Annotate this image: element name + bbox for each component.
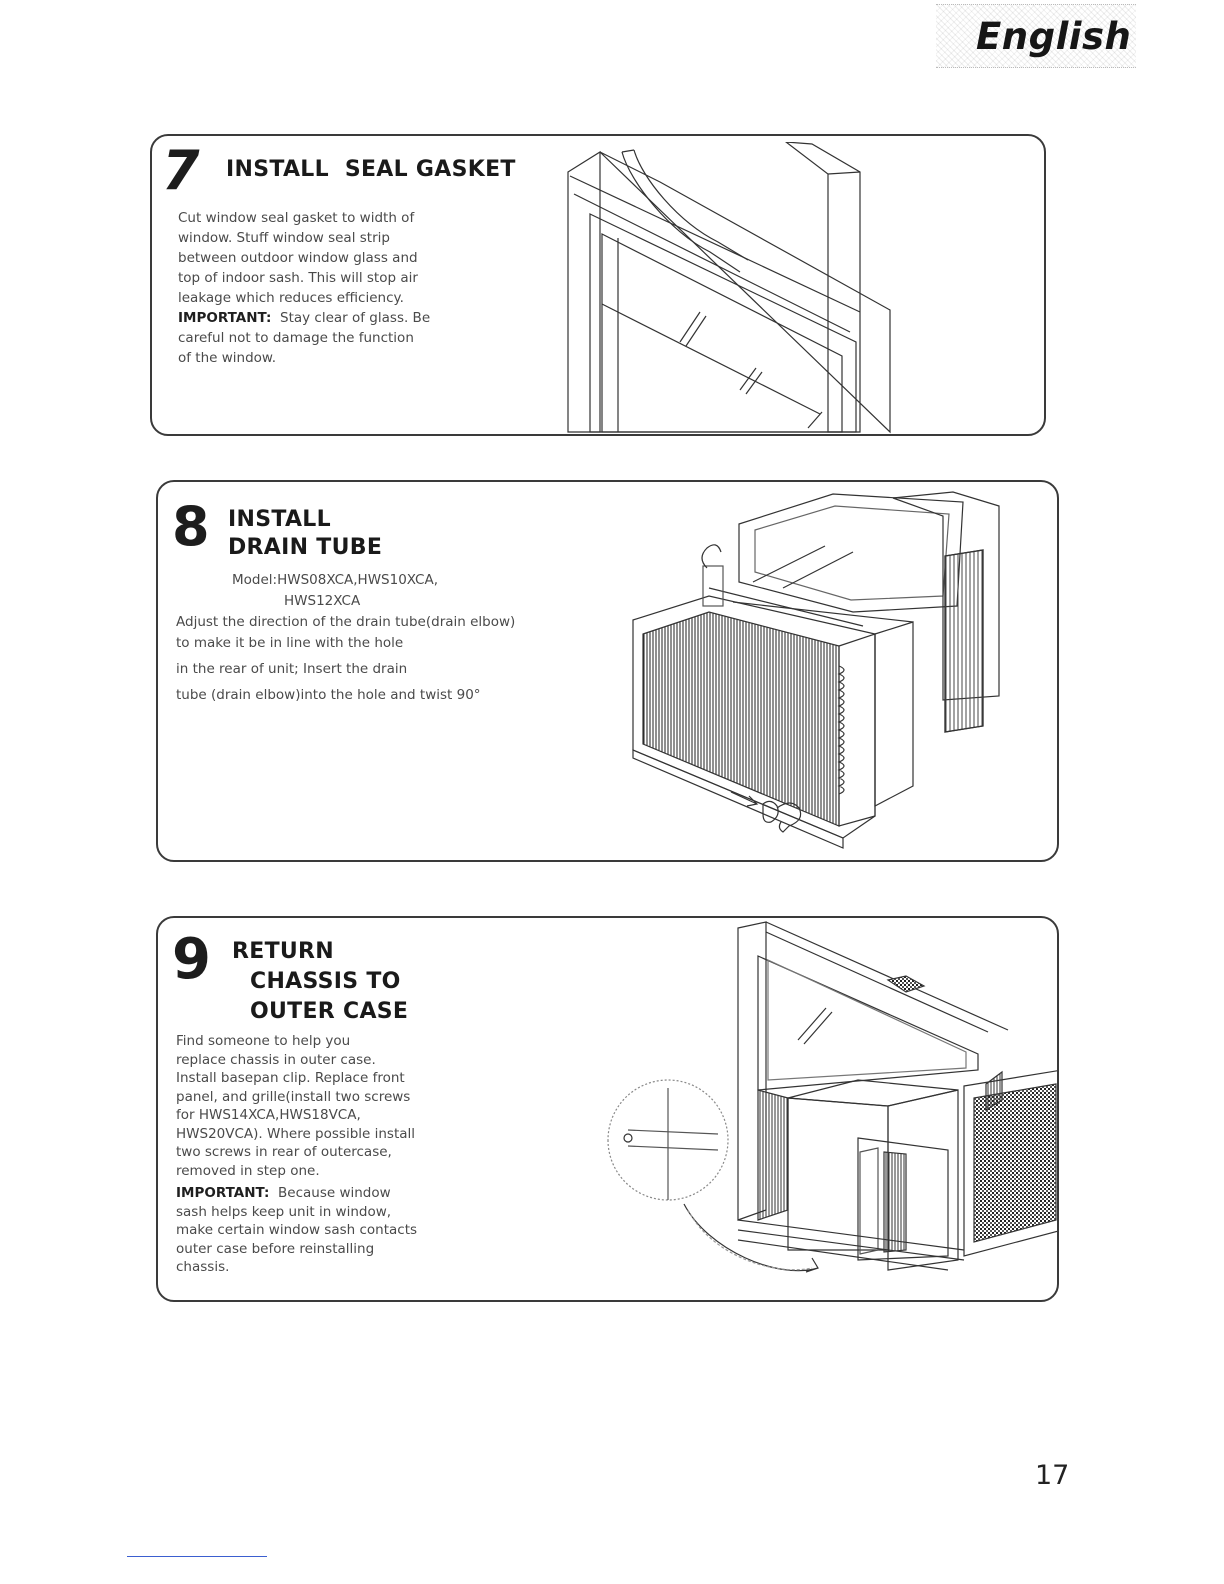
text-line: sash helps keep unit in window, xyxy=(176,1203,392,1220)
footer-divider xyxy=(127,1556,267,1557)
text-line: careful not to damage the function xyxy=(178,330,414,346)
step-7-instructions xyxy=(178,208,508,368)
step-8-panel xyxy=(156,480,1059,862)
model-line: HWS12XCA xyxy=(284,593,361,609)
text-line: two screws in rear of outercase, xyxy=(176,1144,392,1160)
text-line: outer case before reinstalling xyxy=(176,1240,375,1257)
step-8-title-line-1: INSTALL xyxy=(228,507,331,532)
step-9-instructions xyxy=(176,1032,506,1277)
text-line: tube (drain elbow)into the hole and twist 90° xyxy=(176,687,481,703)
text-line: in the rear of unit; Insert the drain xyxy=(176,661,408,677)
text-line: window. Stuff window seal strip xyxy=(178,230,390,246)
text-line: top of indoor sash. This will stop air xyxy=(178,270,418,286)
step-8-number: 8 xyxy=(172,495,210,558)
text-line: Install basepan clip. Replace front xyxy=(176,1070,405,1086)
step-9-title-line-1: RETURN xyxy=(232,939,334,964)
text-line: HWS20VCA). Where possible install xyxy=(176,1125,416,1142)
air-conditioner-drain-tube-illustration xyxy=(613,486,1053,860)
step-7-number: 7 xyxy=(162,139,200,202)
text-line: between outdoor window glass and xyxy=(178,250,418,266)
text-line: Cut window seal gasket to width of xyxy=(178,210,415,226)
important-text: Stay clear of glass. Be xyxy=(280,310,431,326)
step-7-panel xyxy=(150,134,1046,436)
text-line: panel, and grille(install two screws xyxy=(176,1088,411,1105)
text-line: replace chassis in outer case. xyxy=(176,1051,376,1068)
step-8-title-line-2: DRAIN TUBE xyxy=(228,535,383,560)
text-line: for HWS14XCA,HWS18VCA, xyxy=(176,1107,361,1123)
language-tab xyxy=(936,4,1136,68)
important-label: IMPORTANT: xyxy=(176,1185,270,1201)
text-line: make certain window sash contacts xyxy=(176,1222,418,1238)
page-number: 17 xyxy=(1035,1460,1070,1491)
language-label: English xyxy=(976,15,1132,58)
important-text: Because window xyxy=(278,1185,391,1201)
step-9-panel xyxy=(156,916,1059,1302)
window-seal-gasket-illustration xyxy=(560,142,900,434)
model-line: Model:HWS08XCA,HWS10XCA, xyxy=(232,572,439,588)
text-line: of the window. xyxy=(178,350,277,366)
text-line: Adjust the direction of the drain tube(drain elbow) xyxy=(176,614,516,630)
text-line: leakage which reduces efficiency. xyxy=(178,290,404,306)
step-9-title-line-3: OUTER CASE xyxy=(250,999,409,1024)
important-label: IMPORTANT: xyxy=(178,310,272,326)
step-8-instructions xyxy=(176,570,556,706)
text-line: removed in step one. xyxy=(176,1162,320,1179)
step-7-title: INSTALL SEAL GASKET xyxy=(226,157,516,182)
step-9-title-line-2: CHASSIS TO xyxy=(250,969,401,994)
text-line: Find someone to help you xyxy=(176,1033,351,1049)
step-9-number: 9 xyxy=(172,927,211,992)
text-line: chassis. xyxy=(176,1259,230,1275)
chassis-outer-case-illustration xyxy=(588,920,1058,1300)
text-line: to make it be in line with the hole xyxy=(176,635,404,651)
